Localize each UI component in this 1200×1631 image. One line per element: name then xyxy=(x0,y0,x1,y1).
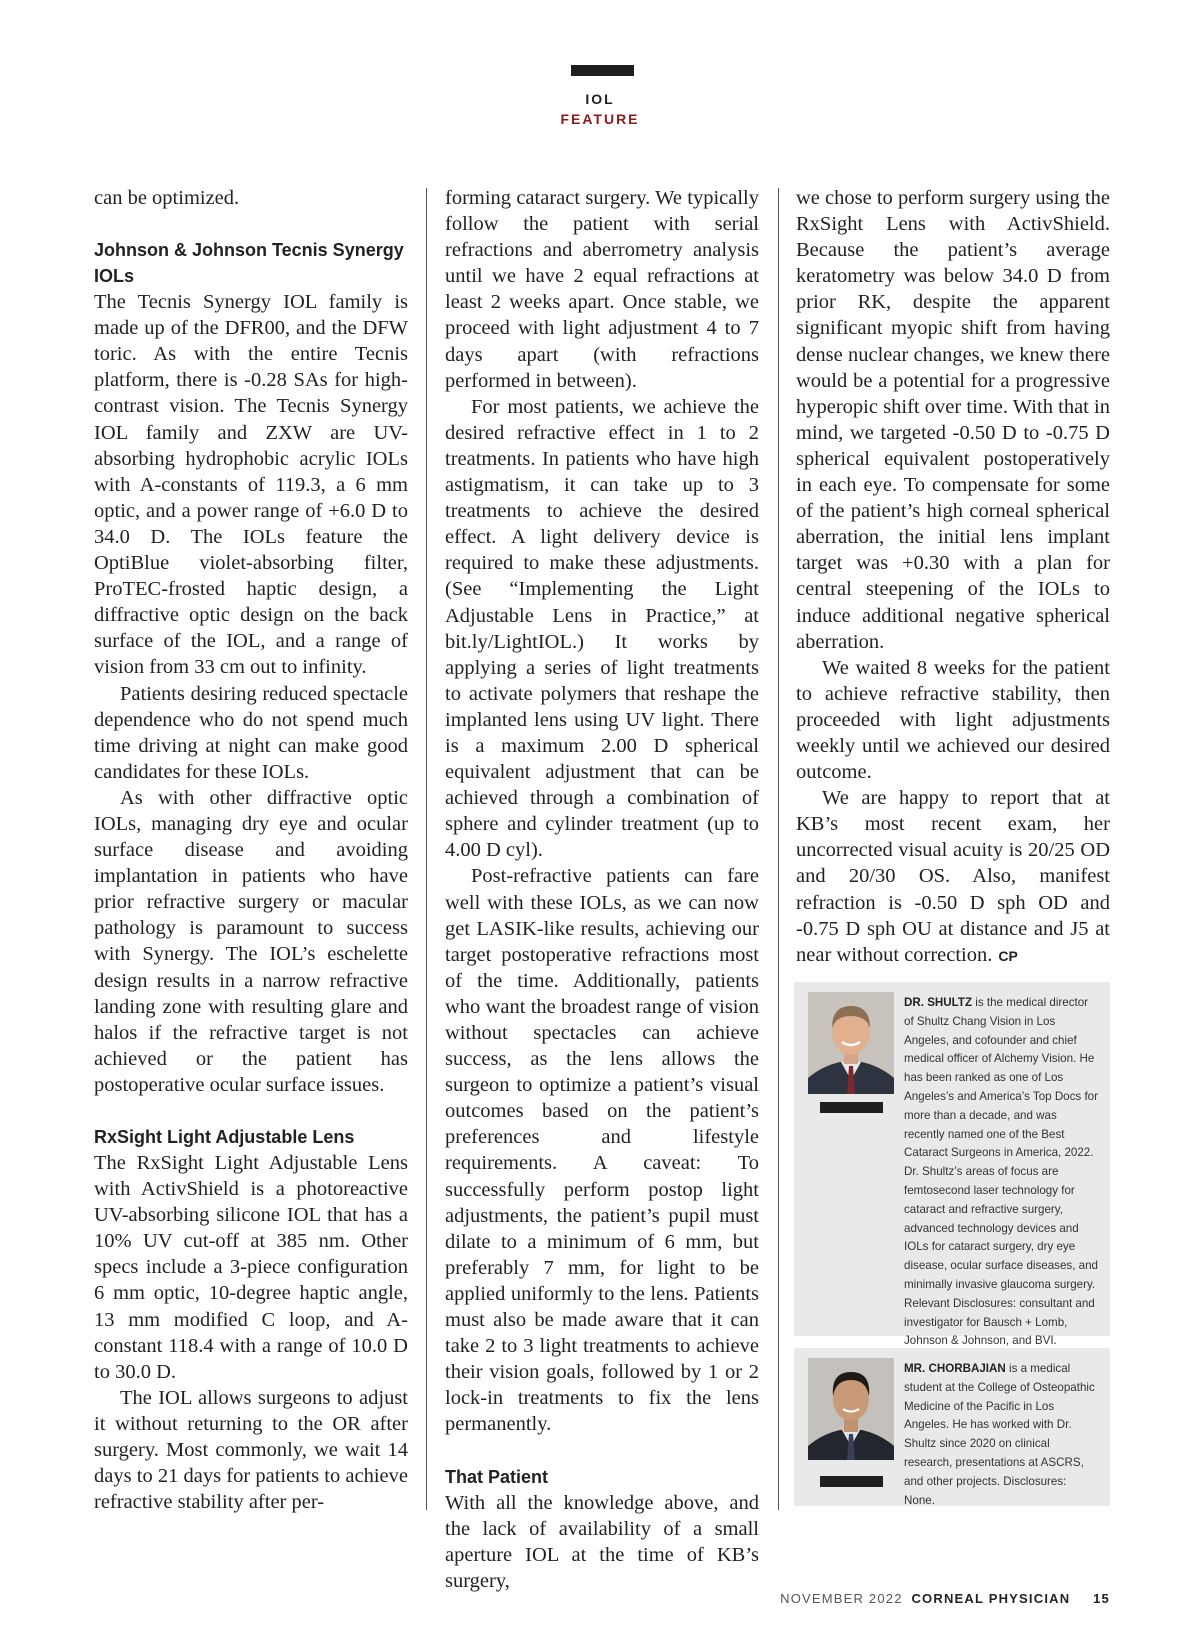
author-photo xyxy=(808,1358,894,1460)
bio-text xyxy=(904,1360,1100,1510)
subheading: Johnson & Johnson Tecnis Synergy IOLs xyxy=(94,240,404,287)
paragraph: The RxSight Light Adjustable Lens with ActivShield is a photoreactive UV-absorbing silicone IOL that has a 10% UV cut-off at 385 nm. Other specs include a 3-piece configuration 6 mm optic, 10-degree haptic angle, 13 mm modified C loop, and A-constant 118.4 with a range of 10.0 D to 30.0 D. xyxy=(94,1152,408,1383)
bio-name: DR. SHULTZ xyxy=(904,996,973,1009)
paragraph: we chose to perform surgery using the RxSight Lens with ActivShield. Because the patient’s average keratometry was below 34.0 D from prior RK, despite the apparent significant myopic shift from having dense nuclear changes, we knew there would be a potential for a progressive hyperopic shift over time. With that in mind, we targeted -0.50 D to -0.75 D spherical equivalent postoperatively in each eye. To compensate for some of the patient’s high corneal spherical aberration, the initial lens implant target was +0.30 with a plan for central steepening of the IOLs to induce additional negative spherical aberration. xyxy=(796,187,1110,653)
column-divider xyxy=(426,188,427,1510)
paragraph-text: We are happy to report that at KB’s most recent exam, her uncorrected visual acuity is 20/25 OD and 20/30 OS. Also, manifest refraction is -0.50 D sph OD and -0.75 D sph OU at distance and J5 at near without correction. xyxy=(796,787,1110,966)
article-column-1 xyxy=(94,185,408,1515)
bio-text xyxy=(904,994,1100,1351)
paragraph: can be optimized. xyxy=(94,187,240,209)
paragraph: forming cataract surgery. We typically follow the patient with serial refractions and aberrometry analysis until we have 2 equal refractions at least 2 weeks apart. Once stable, we proceed with light adjustment 4 to 7 days apart (with refractions performed in between). xyxy=(445,187,759,392)
article-column-2 xyxy=(445,185,759,1594)
section-label: IOL xyxy=(585,91,615,107)
author-photo xyxy=(808,992,894,1094)
article-column-3 xyxy=(796,185,1110,969)
photo-redaction-bar xyxy=(820,1476,883,1487)
author-bio-chorbajian xyxy=(794,1348,1110,1506)
paragraph: Patients desiring reduced spectacle dependence who do not spend much time driving at night can make good candidates for these IOLs. xyxy=(94,682,408,783)
end-mark: CP xyxy=(998,947,1018,964)
subheading: That Patient xyxy=(445,1466,549,1487)
paragraph: We waited 8 weeks for the patient to achieve refractive stability, then proceeded with light adjustments weekly until we achieved our desired outcome. xyxy=(796,656,1110,784)
publication-name: CORNEAL PHYSICIAN xyxy=(911,1591,1071,1606)
paragraph: With all the knowledge above, and the lack of availability of a small aperture IOL at the time of KB’s surgery, xyxy=(445,1491,759,1592)
paragraph xyxy=(796,785,1110,969)
bio-description: is the medical director of Shultz Chang Vision in Los Angeles, and cofounder and chief medical officer of Alchemy Vision. He has been ranked as one of Los Angeles’s and America’s Top Docs for more than a decade, and was recently named one of the Best Cataract Surgeons in America, 2022. Dr. Shultz’s areas of focus are femtosecond laser technology for cataract and refractive surgery, advanced technology devices and IOLs for cataract surgery, dry eye disease, ocular surface diseases, and minimally invasive glaucoma surgery. Relevant Disclosures: consultant and investigator for Bausch + Lomb, Johnson & Johnson, and BVI. xyxy=(904,996,1098,1348)
issue-date: NOVEMBER 2022 xyxy=(780,1591,903,1606)
paragraph: Post-refractive patients can fare well with these IOLs, as we can now get LASIK-like results, achieving our target postoperative refractions most of the time. Additionally, patients who want the broadest range of vision without spectacles can achieve success, as the lens allows the surgeon to optimize a patient’s visual outcomes based on the patient’s preferences and lifestyle requirements. A caveat: To successfully perform postop light adjustments, the patient’s pupil must dilate to a minimum of 6 mm, but preferably 7 mm, for light to be applied uniformly to the lens. Patients must also be made aware that it can take 2 to 3 light treatments to achieve their vision goals, followed by 1 or 2 lock-in treatments to fix the lens permanently. xyxy=(445,865,759,1436)
paragraph: As with other diffractive optic IOLs, managing dry eye and ocular surface disease and avoiding implantation in patients who have prior refractive surgery or macular pathology is paramount to success with Synergy. The IOL’s eschelette design results in a narrow refractive landing zone with resulting glare and halos if the refractive target is not achieved or the patient has postoperative ocular surface issues. xyxy=(94,786,408,1096)
bio-description: is a medical student at the College of Osteopathic Medicine of the Pacific in Los Angeles. He has worked with Dr. Shultz since 2020 on clinical research, presentations at ASCRS, and other projects. Disclosures: None. xyxy=(904,1362,1095,1507)
page-footer xyxy=(780,1591,1110,1606)
paragraph: The Tecnis Synergy IOL family is made up of the DFR00, and the DFW toric. As with the entire Tecnis platform, there is -0.28 SAs for high-contrast vision. The Tecnis Synergy IOL family and ZXW are UV-absorbing hydrophobic acrylic IOLs with A-constants of 119.3, a 6 mm optic, and a power range of +6.0 D to 34.0 D. The IOLs feature the OptiBlue violet-absorbing filter, ProTEC-frosted haptic design, a diffractive optic design on the back surface of the IOL, and a range of vision from 33 cm out to infinity. xyxy=(94,291,408,679)
photo-redaction-bar xyxy=(820,1102,883,1113)
page-number: 15 xyxy=(1093,1591,1110,1606)
paragraph: For most patients, we achieve the desired refractive effect in 1 to 2 treatments. In patients who have high astigmatism, it can take up to 3 treatments to achieve the desired effect. A light delivery device is required to make these adjustments. (See “Implementing the Light Adjustable Lens in Practice,” at bit.ly/LightIOL.) It works by applying a series of light treatments to activate polymers that reshape the implanted lens using UV light. There is a maximum 2.00 D spherical equivalent adjustment that can be achieved through a combination of sphere and cylinder treatment (up to 4.00 D cyl). xyxy=(445,395,759,862)
bio-name: MR. CHORBAJIAN xyxy=(904,1362,1006,1375)
author-bio-shultz xyxy=(794,982,1110,1348)
column-divider xyxy=(778,188,779,1510)
header-redaction-bar xyxy=(571,65,634,76)
subheading: RxSight Light Adjustable Lens xyxy=(94,1127,355,1147)
paragraph: The IOL allows surgeons to adjust it without returning to the OR after surgery. Most commonly, we wait 14 days to 21 days for patients to achieve refractive stability after per- xyxy=(94,1386,408,1514)
subsection-label: FEATURE xyxy=(560,111,640,127)
